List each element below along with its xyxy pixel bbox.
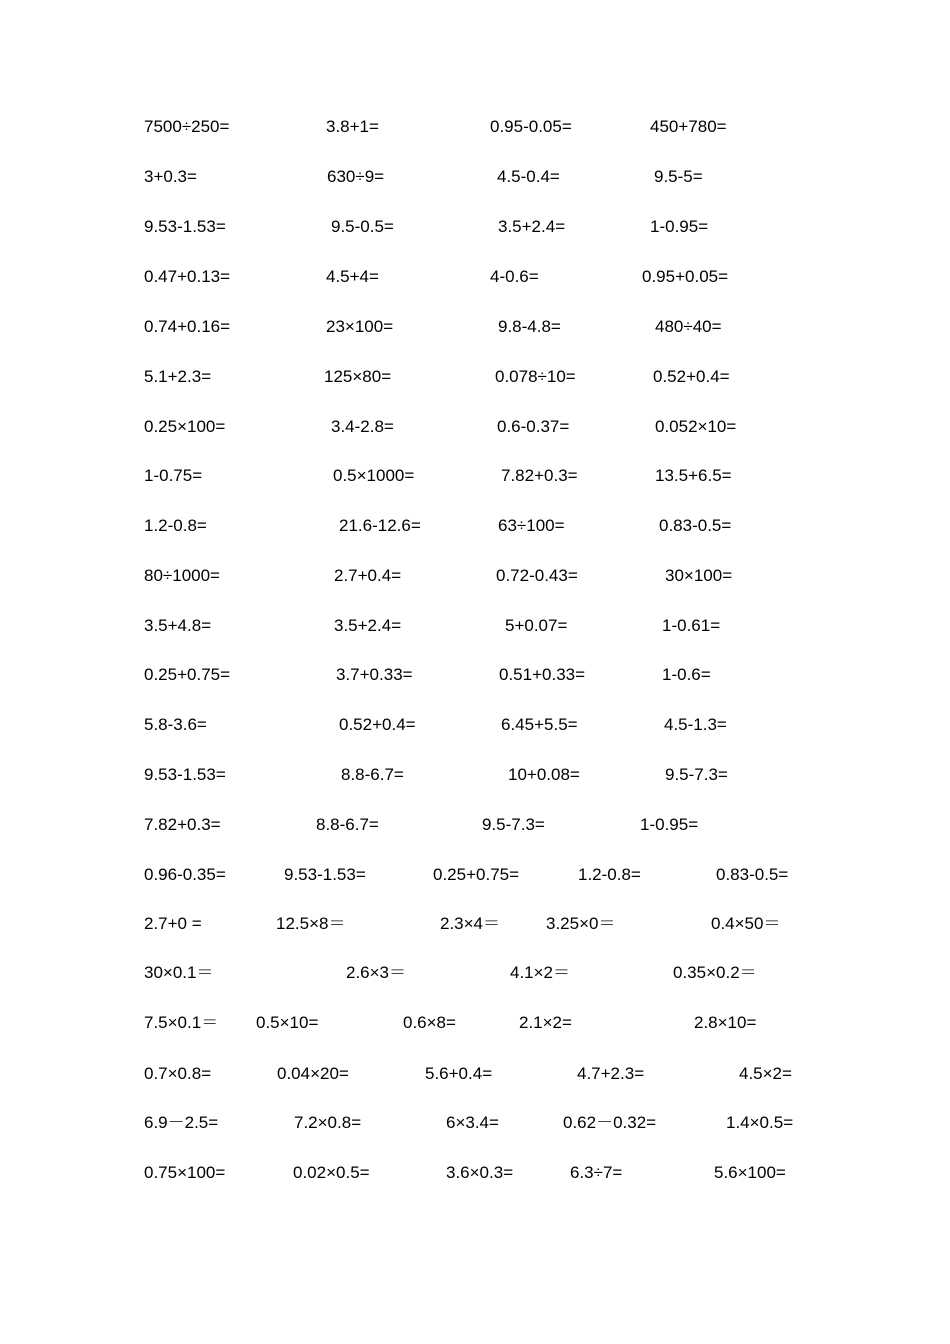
arithmetic-problem: 0.83-0.5=	[659, 516, 732, 535]
arithmetic-problem: 0.51+0.33=	[499, 665, 586, 684]
arithmetic-problem: 0.5×1000=	[333, 466, 415, 485]
arithmetic-problem: 1-0.61=	[662, 616, 721, 635]
problem-row	[0, 913, 950, 937]
arithmetic-problem: 23×100=	[326, 317, 394, 336]
arithmetic-problem: 0.35×0.2＝	[673, 963, 757, 982]
arithmetic-problem: 0.6×8=	[403, 1013, 456, 1032]
arithmetic-problem: 5.8-3.6=	[144, 715, 207, 734]
arithmetic-problem: 0.25+0.75=	[433, 865, 520, 884]
problem-row	[0, 615, 950, 639]
arithmetic-problem: 0.52+0.4=	[653, 367, 730, 386]
problem-row	[0, 764, 950, 788]
arithmetic-problem: 3.5+2.4=	[498, 217, 566, 236]
arithmetic-problem: 9.53-1.53=	[144, 765, 226, 784]
problem-row	[0, 1012, 950, 1036]
problem-row	[0, 216, 950, 240]
arithmetic-problem: 0.96-0.35=	[144, 865, 226, 884]
arithmetic-problem: 1-0.75=	[144, 466, 203, 485]
arithmetic-problem: 9.5-5=	[654, 167, 703, 186]
arithmetic-problem: 1.2-0.8=	[144, 516, 207, 535]
arithmetic-problem: 2.6×3＝	[346, 963, 407, 982]
arithmetic-problem: 4.5×2=	[739, 1064, 792, 1083]
arithmetic-problem: 450+780=	[650, 117, 727, 136]
arithmetic-problem: 2.1×2=	[519, 1013, 572, 1032]
problem-row	[0, 864, 950, 888]
arithmetic-problem: 0.95-0.05=	[490, 117, 572, 136]
arithmetic-problem: 7.82+0.3=	[144, 815, 221, 834]
arithmetic-problem: 9.53-1.53=	[144, 217, 226, 236]
arithmetic-problem: 3.7+0.33=	[336, 665, 413, 684]
arithmetic-problem: 30×0.1＝	[144, 963, 214, 982]
arithmetic-problem: 0.25+0.75=	[144, 665, 231, 684]
arithmetic-problem: 6.9－2.5=	[144, 1113, 219, 1132]
problem-row	[0, 814, 950, 838]
arithmetic-problem: 0.6-0.37=	[497, 417, 570, 436]
arithmetic-problem: 5+0.07=	[505, 616, 568, 635]
arithmetic-problem: 630÷9=	[327, 167, 385, 186]
arithmetic-problem: 4.5-0.4=	[497, 167, 560, 186]
arithmetic-problem: 1-0.6=	[662, 665, 711, 684]
arithmetic-problem: 2.7+0 =	[144, 914, 202, 933]
arithmetic-problem: 0.95+0.05=	[642, 267, 729, 286]
arithmetic-problem: 1-0.95=	[640, 815, 699, 834]
arithmetic-problem: 12.5×8＝	[276, 914, 346, 933]
arithmetic-problem: 9.53-1.53=	[284, 865, 366, 884]
arithmetic-problem: 1.2-0.8=	[578, 865, 641, 884]
problem-row	[0, 1112, 950, 1136]
arithmetic-problem: 0.75×100=	[144, 1163, 226, 1182]
arithmetic-problem: 6.3÷7=	[570, 1163, 623, 1182]
arithmetic-problem: 0.078÷10=	[495, 367, 576, 386]
arithmetic-problem: 8.8-6.7=	[341, 765, 404, 784]
arithmetic-problem: 13.5+6.5=	[655, 466, 732, 485]
arithmetic-problem: 5.6×100=	[714, 1163, 786, 1182]
arithmetic-problem: 10+0.08=	[508, 765, 580, 784]
arithmetic-problem: 3.8+1=	[326, 117, 379, 136]
arithmetic-problem: 7.2×0.8=	[294, 1113, 362, 1132]
arithmetic-problem: 0.04×20=	[277, 1064, 349, 1083]
problem-row	[0, 465, 950, 489]
arithmetic-problem: 1.4×0.5=	[726, 1113, 794, 1132]
problem-row	[0, 166, 950, 190]
problem-row	[0, 664, 950, 688]
arithmetic-problem: 5.6+0.4=	[425, 1064, 493, 1083]
arithmetic-problem: 0.62－0.32=	[563, 1113, 657, 1132]
arithmetic-problem: 0.4×50＝	[711, 914, 781, 933]
arithmetic-problem: 3.6×0.3=	[446, 1163, 514, 1182]
arithmetic-problem: 9.5-7.3=	[665, 765, 728, 784]
problem-row	[0, 316, 950, 340]
arithmetic-problem: 7500÷250=	[144, 117, 230, 136]
arithmetic-problem: 3+0.3=	[144, 167, 197, 186]
arithmetic-problem: 4.1×2＝	[510, 963, 571, 982]
arithmetic-problem: 4-0.6=	[490, 267, 539, 286]
problem-row	[0, 1162, 950, 1186]
arithmetic-problem: 4.5-1.3=	[664, 715, 727, 734]
problem-row	[0, 416, 950, 440]
problem-row	[0, 962, 950, 986]
problem-row	[0, 116, 950, 140]
arithmetic-problem: 0.02×0.5=	[293, 1163, 370, 1182]
arithmetic-problem: 0.25×100=	[144, 417, 226, 436]
arithmetic-problem: 3.4-2.8=	[331, 417, 394, 436]
arithmetic-problem: 0.5×10=	[256, 1013, 319, 1032]
arithmetic-problem: 2.3×4＝	[440, 914, 501, 933]
arithmetic-problem: 0.52+0.4=	[339, 715, 416, 734]
arithmetic-problem: 2.8×10=	[694, 1013, 757, 1032]
arithmetic-problem: 9.5-7.3=	[482, 815, 545, 834]
arithmetic-problem: 0.74+0.16=	[144, 317, 231, 336]
arithmetic-problem: 30×100=	[665, 566, 733, 585]
arithmetic-problem: 80÷1000=	[144, 566, 220, 585]
problem-row	[0, 565, 950, 589]
arithmetic-problem: 9.8-4.8=	[498, 317, 561, 336]
arithmetic-problem: 9.5-0.5=	[331, 217, 394, 236]
arithmetic-problem: 7.5×0.1＝	[144, 1013, 219, 1032]
problem-row	[0, 1063, 950, 1087]
arithmetic-problem: 6.45+5.5=	[501, 715, 578, 734]
arithmetic-problem: 1-0.95=	[650, 217, 709, 236]
problem-row	[0, 515, 950, 539]
problem-row	[0, 266, 950, 290]
arithmetic-problem: 0.72-0.43=	[496, 566, 578, 585]
arithmetic-problem: 3.5+4.8=	[144, 616, 212, 635]
arithmetic-problem: 63÷100=	[498, 516, 565, 535]
problem-row	[0, 366, 950, 390]
arithmetic-problem: 4.5+4=	[326, 267, 379, 286]
arithmetic-problem: 0.052×10=	[655, 417, 737, 436]
arithmetic-problem: 5.1+2.3=	[144, 367, 212, 386]
arithmetic-problem: 21.6-12.6=	[339, 516, 421, 535]
arithmetic-problem: 0.83-0.5=	[716, 865, 789, 884]
arithmetic-problem: 125×80=	[324, 367, 392, 386]
arithmetic-problem: 8.8-6.7=	[316, 815, 379, 834]
arithmetic-problem: 0.47+0.13=	[144, 267, 231, 286]
arithmetic-problem: 4.7+2.3=	[577, 1064, 645, 1083]
problem-row	[0, 714, 950, 738]
arithmetic-problem: 6×3.4=	[446, 1113, 499, 1132]
arithmetic-problem: 3.25×0＝	[546, 914, 616, 933]
arithmetic-problem: 0.7×0.8=	[144, 1064, 212, 1083]
arithmetic-problem: 3.5+2.4=	[334, 616, 402, 635]
arithmetic-problem: 2.7+0.4=	[334, 566, 402, 585]
arithmetic-problem: 480÷40=	[655, 317, 722, 336]
arithmetic-problem: 7.82+0.3=	[501, 466, 578, 485]
